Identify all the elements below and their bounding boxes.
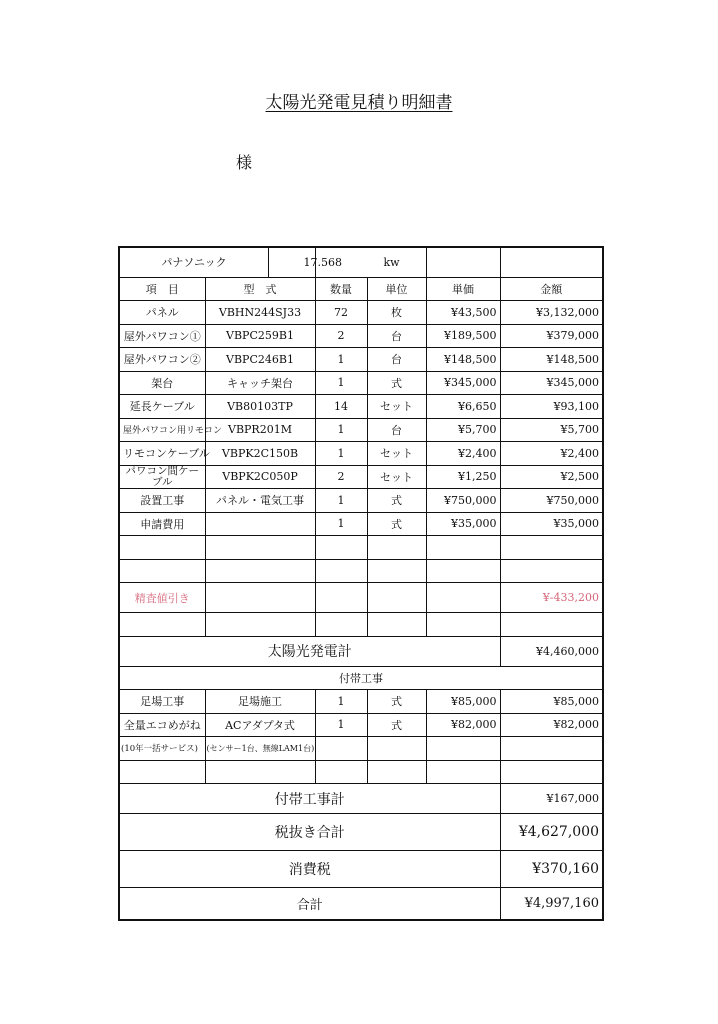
row-unit: 台 bbox=[367, 324, 426, 348]
row-price: ¥85,000 bbox=[426, 690, 500, 714]
row-item: 申請費用 bbox=[119, 512, 205, 536]
table-row bbox=[119, 418, 603, 442]
extra-section-row bbox=[119, 666, 603, 690]
tax-row bbox=[119, 851, 603, 888]
maker-empty-cell-2 bbox=[500, 247, 603, 277]
system-capacity bbox=[303, 247, 426, 277]
table-row bbox=[119, 301, 603, 325]
row-amount: ¥2,400 bbox=[500, 442, 603, 466]
table-row bbox=[119, 737, 603, 761]
extra-total-row bbox=[119, 784, 603, 814]
row-model: VB80103TP bbox=[205, 395, 315, 419]
maker-row bbox=[119, 247, 603, 277]
document-title bbox=[0, 88, 718, 113]
row-model: VBPC246B1 bbox=[205, 348, 315, 372]
row-qty: 1 bbox=[315, 418, 367, 442]
empty-row bbox=[119, 536, 603, 560]
header-price: 単価 bbox=[426, 277, 500, 301]
row-unit: セット bbox=[367, 442, 426, 466]
row-amount: ¥93,100 bbox=[500, 395, 603, 419]
row-price bbox=[426, 737, 500, 761]
row-model: キャッチ架台 bbox=[205, 371, 315, 395]
row-amount: ¥3,132,000 bbox=[500, 301, 603, 325]
row-unit: 台 bbox=[367, 348, 426, 372]
maker-name-text: パナソニック bbox=[161, 256, 227, 270]
grand-total-label: 合計 bbox=[119, 888, 500, 920]
row-price: ¥35,000 bbox=[426, 512, 500, 536]
row-unit: 式 bbox=[367, 371, 426, 395]
row-qty: 1 bbox=[315, 690, 367, 714]
customer-honorific: 様 bbox=[236, 153, 253, 172]
row-qty: 72 bbox=[315, 301, 367, 325]
row-item: (10年一括サービス) bbox=[119, 737, 205, 761]
row-amount: ¥35,000 bbox=[500, 512, 603, 536]
table-row bbox=[119, 489, 603, 513]
capacity-value: 17.568 bbox=[303, 255, 342, 269]
table-row bbox=[119, 395, 603, 419]
row-price: ¥2,400 bbox=[426, 442, 500, 466]
row-qty: 1 bbox=[315, 489, 367, 513]
subtotal-row bbox=[119, 814, 603, 851]
row-qty: 2 bbox=[315, 465, 367, 489]
row-qty: 14 bbox=[315, 395, 367, 419]
solar-total-row bbox=[119, 636, 603, 666]
row-amount: ¥148,500 bbox=[500, 348, 603, 372]
extra-total-amount: ¥167,000 bbox=[500, 784, 603, 814]
row-amount: ¥750,000 bbox=[500, 489, 603, 513]
maker-name bbox=[119, 247, 315, 277]
row-item: パネル bbox=[119, 301, 205, 325]
estimate-table bbox=[118, 246, 604, 921]
row-amount: ¥5,700 bbox=[500, 418, 603, 442]
row-qty: 1 bbox=[315, 713, 367, 737]
row-price: ¥189,500 bbox=[426, 324, 500, 348]
row-item: 設置工事 bbox=[119, 489, 205, 513]
row-unit: 式 bbox=[367, 512, 426, 536]
row-model: VBPC259B1 bbox=[205, 324, 315, 348]
table-row bbox=[119, 371, 603, 395]
row-unit: 式 bbox=[367, 690, 426, 714]
empty-row bbox=[119, 559, 603, 583]
row-unit: 式 bbox=[367, 489, 426, 513]
grand-total-row bbox=[119, 888, 603, 920]
subtotal-label: 税抜き合計 bbox=[119, 814, 500, 851]
row-item: 全量エコめがね bbox=[119, 713, 205, 737]
subtotal-amount: ¥4,627,000 bbox=[500, 814, 603, 851]
row-item: 延長ケーブル bbox=[119, 395, 205, 419]
header-model: 型 式 bbox=[205, 277, 315, 301]
row-price: ¥148,500 bbox=[426, 348, 500, 372]
row-model: (センサー1台、無線LAM1台) bbox=[205, 737, 315, 761]
empty-row bbox=[119, 613, 603, 637]
row-unit: 台 bbox=[367, 418, 426, 442]
table-row bbox=[119, 442, 603, 466]
row-price: ¥5,700 bbox=[426, 418, 500, 442]
row-model: VBPR201M bbox=[205, 418, 315, 442]
row-unit: 式 bbox=[367, 713, 426, 737]
table-row bbox=[119, 324, 603, 348]
row-price: ¥43,500 bbox=[426, 301, 500, 325]
row-model: VBPK2C150B bbox=[205, 442, 315, 466]
row-unit: セット bbox=[367, 465, 426, 489]
row-unit: 枚 bbox=[367, 301, 426, 325]
row-item: 架台 bbox=[119, 371, 205, 395]
row-qty: 1 bbox=[315, 348, 367, 372]
header-item: 項 目 bbox=[119, 277, 205, 301]
grand-total-amount: ¥4,997,160 bbox=[500, 888, 603, 920]
table-row bbox=[119, 713, 603, 737]
header-qty: 数量 bbox=[315, 277, 367, 301]
header-amount: 金額 bbox=[500, 277, 603, 301]
discount-amount: ¥-433,200 bbox=[500, 583, 603, 613]
discount-row bbox=[119, 583, 603, 613]
capacity-unit: kw bbox=[383, 255, 400, 269]
row-qty: 2 bbox=[315, 324, 367, 348]
row-item: 屋外パワコン② bbox=[119, 348, 205, 372]
row-model: VBHN244SJ33 bbox=[205, 301, 315, 325]
extra-section-label: 付帯工事 bbox=[119, 666, 603, 690]
table-row bbox=[119, 465, 603, 489]
header-unit: 単位 bbox=[367, 277, 426, 301]
extra-total-label: 付帯工事計 bbox=[119, 784, 500, 814]
row-amount: ¥2,500 bbox=[500, 465, 603, 489]
row-price: ¥345,000 bbox=[426, 371, 500, 395]
solar-total-amount: ¥4,460,000 bbox=[500, 636, 603, 666]
row-unit: セット bbox=[367, 395, 426, 419]
row-price: ¥6,650 bbox=[426, 395, 500, 419]
row-amount: ¥82,000 bbox=[500, 713, 603, 737]
maker-empty-cell bbox=[426, 247, 500, 277]
row-qty: 1 bbox=[315, 442, 367, 466]
row-model: ACアダプタ式 bbox=[205, 713, 315, 737]
tax-amount: ¥370,160 bbox=[500, 851, 603, 888]
empty-row bbox=[119, 760, 603, 784]
row-price: ¥1,250 bbox=[426, 465, 500, 489]
header-row bbox=[119, 277, 603, 301]
row-model bbox=[205, 512, 315, 536]
table-row bbox=[119, 512, 603, 536]
table-row bbox=[119, 690, 603, 714]
row-item: 屋外パワコン用リモコン bbox=[119, 418, 205, 442]
table-row bbox=[119, 348, 603, 372]
row-price: ¥750,000 bbox=[426, 489, 500, 513]
row-price: ¥82,000 bbox=[426, 713, 500, 737]
document-title-text: 太陽光発電見積り明細書 bbox=[265, 93, 453, 113]
solar-total-label: 太陽光発電計 bbox=[119, 636, 500, 666]
row-item: 足場工事 bbox=[119, 690, 205, 714]
discount-label: 精査値引き bbox=[119, 583, 205, 613]
row-amount: ¥85,000 bbox=[500, 690, 603, 714]
row-unit bbox=[367, 737, 426, 761]
row-amount bbox=[500, 737, 603, 761]
row-amount: ¥379,000 bbox=[500, 324, 603, 348]
row-model: 足場施工 bbox=[205, 690, 315, 714]
row-amount: ¥345,000 bbox=[500, 371, 603, 395]
row-model: パネル・電気工事 bbox=[205, 489, 315, 513]
row-qty: 1 bbox=[315, 512, 367, 536]
row-model: VBPK2C050P bbox=[205, 465, 315, 489]
row-qty: 1 bbox=[315, 371, 367, 395]
tax-label: 消費税 bbox=[119, 851, 500, 888]
row-qty bbox=[315, 737, 367, 761]
row-item: 屋外パワコン① bbox=[119, 324, 205, 348]
row-item: リモコンケーブル bbox=[119, 442, 205, 466]
row-item: パワコン間ケーブル bbox=[119, 465, 205, 489]
